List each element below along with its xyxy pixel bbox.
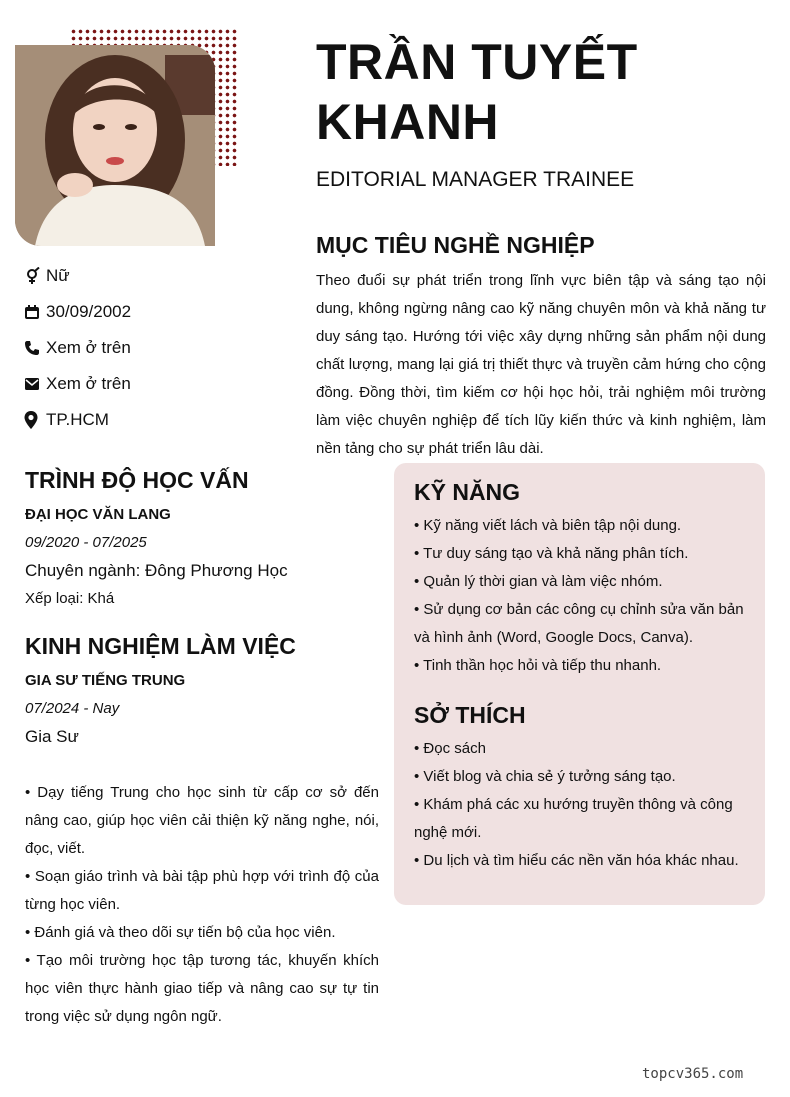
education-title: TRÌNH ĐỘ HỌC VẤN xyxy=(25,467,249,493)
skill-item: • Kỹ năng viết lách và biên tập nội dung. xyxy=(414,517,682,534)
skills-hobbies-panel xyxy=(394,463,765,905)
gender-value: Nữ xyxy=(46,266,70,285)
email-icon xyxy=(24,375,46,393)
education-grade: Xếp loại: Khá xyxy=(25,590,115,607)
gender-icon xyxy=(24,267,46,285)
hobbies-title: SỞ THÍCH xyxy=(414,702,526,728)
phone-icon xyxy=(24,339,46,357)
location-value: TP.HCM xyxy=(46,410,109,429)
hobbies-list xyxy=(414,735,745,875)
experience-position: Gia Sư xyxy=(25,727,79,746)
hobby-item: • Viết blog và chia sẻ ý tưởng sáng tạo. xyxy=(414,768,676,785)
hobby-item: • Đọc sách xyxy=(414,740,486,757)
info-phone xyxy=(24,330,131,366)
info-location xyxy=(24,402,131,438)
hobby-item: • Du lịch và tìm hiểu các nền văn hóa khác nhau. xyxy=(414,852,739,869)
info-birthday xyxy=(24,294,131,330)
phone-value: Xem ở trên xyxy=(46,338,131,357)
objective-title: MỤC TIÊU NGHỀ NGHIỆP xyxy=(316,232,595,258)
candidate-role: EDITORIAL MANAGER TRAINEE xyxy=(316,168,635,191)
portrait-illustration xyxy=(15,45,215,246)
experience-section xyxy=(25,633,379,1031)
education-section xyxy=(25,467,385,613)
skill-item: • Tư duy sáng tạo và khả năng phân tích. xyxy=(414,545,689,562)
experience-date: 07/2024 - Nay xyxy=(25,700,120,717)
hobby-item: • Khám phá các xu hướng truyền thông và công nghệ mới. xyxy=(414,796,733,841)
duty-item: • Dạy tiếng Trung cho học sinh từ cấp cơ sở đến nâng cao, giúp học viên cải thiện kỹ năng nghe, nói, đọc, viết. xyxy=(25,784,379,857)
skills-title: KỸ NĂNG xyxy=(414,479,521,505)
birthday-value: 30/09/2002 xyxy=(46,302,132,321)
info-gender xyxy=(24,258,131,294)
experience-duties xyxy=(25,779,379,1031)
footer-watermark: topcv365.com xyxy=(642,1066,744,1082)
duty-item: • Đánh giá và theo dõi sự tiến bộ của học viên. xyxy=(25,924,336,941)
email-value: Xem ở trên xyxy=(46,374,131,393)
candidate-name: TRẦN TUYẾT KHANH xyxy=(316,34,638,150)
skills-list xyxy=(414,512,745,680)
profile-photo xyxy=(15,45,215,246)
education-date: 09/2020 - 07/2025 xyxy=(25,534,147,551)
skill-item: • Quản lý thời gian và làm việc nhóm. xyxy=(414,573,663,590)
info-email xyxy=(24,366,131,402)
experience-title: KINH NGHIỆM LÀM VIỆC xyxy=(25,633,296,659)
education-school: ĐẠI HỌC VĂN LANG xyxy=(25,506,171,523)
experience-company: GIA SƯ TIẾNG TRUNG xyxy=(25,672,186,689)
personal-info xyxy=(24,258,131,438)
duty-item: • Soạn giáo trình và bài tập phù hợp với trình độ của từng học viên. xyxy=(25,868,379,913)
objective-text: Theo đuổi sự phát triển trong lĩnh vực biên tập và sáng tạo nội dung, không ngừng nâng cao kỹ năng chuyên môn và khả năng tư duy sáng tạo. Hướng tới việc xây dựng những sản phẩm nội dung chất lượng, mang lại giá trị thiết thực và truyền cảm hứng cho cộng đồng. Đồng thời, tìm kiếm cơ hội học hỏi, trải nghiệm môi trường làm việc chuyên nghiệp để tích lũy kiến thức và kinh nghiệm, làm nền tảng cho sự phát triển lâu dài. xyxy=(316,272,766,457)
calendar-icon xyxy=(24,303,46,321)
education-major: Chuyên ngành: Đông Phương Học xyxy=(25,561,288,580)
duty-item: • Tạo môi trường học tập tương tác, khuyến khích học viên thực hành giao tiếp và nâng cao sự tự tin trong việc sử dụng ngôn ngữ. xyxy=(25,952,379,1025)
location-icon xyxy=(24,411,46,429)
skill-item: • Sử dụng cơ bản các công cụ chỉnh sửa văn bản và hình ảnh (Word, Google Docs, Canva). xyxy=(414,601,744,646)
skill-item: • Tinh thần học hỏi và tiếp thu nhanh. xyxy=(414,657,662,674)
